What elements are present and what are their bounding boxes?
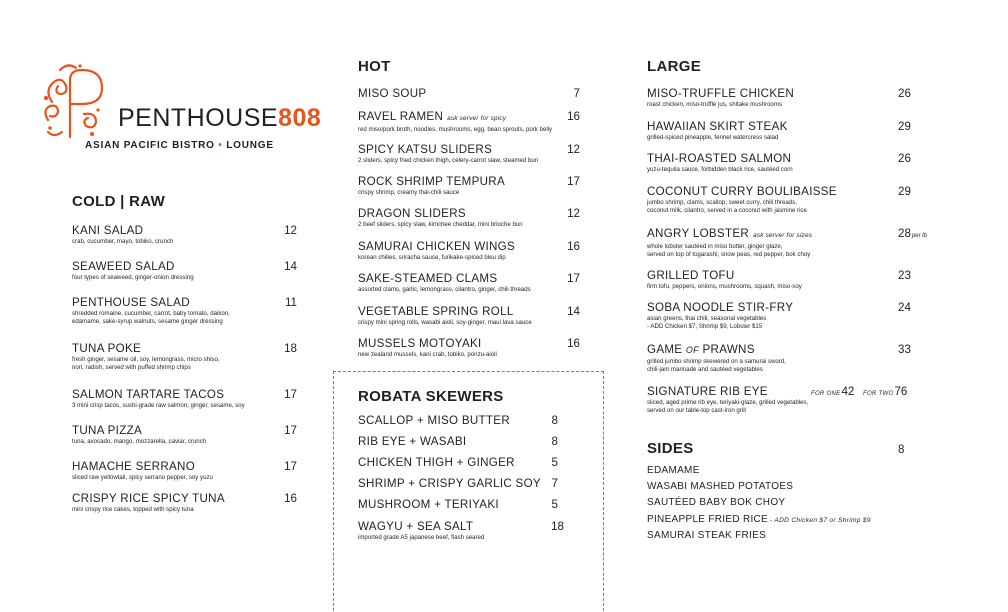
menu-item: SHRIMP + CRISPY GARLIC SOY 7 xyxy=(358,477,558,490)
sides-price: 8 xyxy=(898,443,905,456)
menu-item: KANI SALAD 12 crab, cucumber, mayo, tobiko, crunch xyxy=(72,224,297,245)
price-for-two: FOR TWO76 xyxy=(863,385,908,398)
price-for-one: FOR ONE42 xyxy=(811,385,855,398)
menu-item: MISO-TRUFFLE CHICKEN 26 roast chicken, miso-truffle jus, shitake mushrooms xyxy=(647,87,911,108)
menu-item: THAI-ROASTED SALMON 26 yuzu-tequila sauce, forbidden black rice, sautéed corn xyxy=(647,152,911,173)
menu-item: SIGNATURE RIB EYE FOR ONE42 FOR TWO76 sliced, aged prime rib eye, teriyaki-glaze, grilled vegetables, served on our table-top cast-iron grill xyxy=(647,385,908,414)
side-item: EDAMAME xyxy=(647,465,700,476)
side-item: PINEAPPLE FRIED RICE - ADD Chicken $7 or Shrimp $9 xyxy=(647,513,871,525)
robata-dashed-box xyxy=(333,371,604,612)
menu-item: DRAGON SLIDERS 12 2 beef sliders, spicy slaw, kimchee cheddar, mini brioche bun xyxy=(358,207,580,228)
section-title-robata: ROBATA SKEWERS xyxy=(358,388,504,405)
section-title-large: LARGE xyxy=(647,58,701,75)
side-item: SAMURAI STEAK FRIES xyxy=(647,529,767,541)
menu-item: SEAWEED SALAD 14 four types of seaweed, ginger-onion dressing xyxy=(72,260,297,281)
desc-multiline: shredded romaine, cucumber, carrot, baby tomato, daikon, edamame, sake-syrup walnuts, sesame ginger dressing xyxy=(72,310,230,325)
section-title-sides: SIDES xyxy=(647,440,694,457)
menu-item: GAME OF PRAWNS 33 grilled jumbo shrimp skewered on a samurai sword, chili-jam marinade and sautéed vegetables xyxy=(647,343,911,373)
menu-item: SAKE-STEAMED CLAMS 17 assorted clams, garlic, lemongrass, cilantro, ginger, chili threads xyxy=(358,272,580,293)
menu-item: SOBA NOODLE STIR-FRY 24 asian greens, thai chili, seasonal vegetables - ADD Chicken $7, Shrimp $9, Lobster $15 xyxy=(647,301,911,330)
menu-item: HAWAIIAN SKIRT STEAK 29 grilled-spiced pineapple, fennel watercress salad xyxy=(647,120,911,141)
menu-item: MISO SOUP 7 xyxy=(358,87,580,100)
menu-item: GRILLED TOFU 23 firm tofu, peppers, onions, mushrooms, squash, miso-soy xyxy=(647,269,911,290)
menu-item: COCONUT CURRY BOULIBAISSE 29 jumbo shrimp, clams, scallop, sweet curry, chili threads, coconut milk, cilantro, served in a coconut with jasmine rice xyxy=(647,185,911,214)
menu-item: RAVEL RAMEN ask server for spicy 16 red miso/pork broth, noodles, mushrooms, egg, bean sprouts, pork belly xyxy=(358,110,580,133)
menu-item: SALMON TARTARE TACOS 17 3 mini crisp tacos, sushi-grade raw salmon, ginger, sesame, soy xyxy=(72,388,297,409)
menu-item: CRISPY RICE SPICY TUNA 16 mini crispy rice cakes, topped with spicy tuna xyxy=(72,492,297,513)
penthouse-p-flourish-icon xyxy=(40,62,125,142)
menu-item: CHICKEN THIGH + GINGER 5 xyxy=(358,456,558,469)
sides-list xyxy=(647,465,871,546)
menu-item: MUSSELS MOTOYAKI 16 new zealand mussels, kani crab, tobiko, ponzu-aioli xyxy=(358,337,580,358)
menu-item: TUNA PIZZA 17 tuna, avocado, mango, mozzarella, caviar, crunch xyxy=(72,424,297,445)
side-item: WASABI MASHED POTATOES xyxy=(647,481,794,493)
brand-name: PENTHOUSE808 xyxy=(118,104,322,132)
menu-item: TUNA POKE 18 fresh ginger, sesame oil, soy, lemongrass, micro shiso, nori, radish, served with puffed shrimp chips xyxy=(72,342,297,371)
menu-item: ROCK SHRIMP TEMPURA 17 crispy shrimp, creamy thai-chili sauce xyxy=(358,175,580,196)
section-title-hot: HOT xyxy=(358,58,391,75)
menu-item: VEGETABLE SPRING ROLL 14 crispy mini spring rolls, wasabi aioli, soy-ginger, maui lava sauce xyxy=(358,305,580,326)
menu-item: RIB EYE + WASABI 8 xyxy=(358,435,558,448)
menu-item: SAMURAI CHICKEN WINGS 16 korean chilies, sriracha sauce, furikake-spiced bleu dip xyxy=(358,240,580,261)
menu-item: SPICY KATSU SLIDERS 12 2 sliders, spicy fried chicken thigh, celery-carrot slaw, steamed bun xyxy=(358,143,580,164)
brand-tagline: ASIAN PACIFIC BISTRO • LOUNGE xyxy=(85,140,274,151)
menu-item: PENTHOUSE SALAD 11 shredded romaine, cucumber, carrot, baby tomato, daikon, edamame, sake-syrup walnuts, sesame ginger dressing xyxy=(72,296,297,325)
menu-item: SCALLOP + MISO BUTTER 8 xyxy=(358,414,558,427)
restaurant-logo xyxy=(40,62,320,162)
side-item: SAUTÉED BABY BOK CHOY xyxy=(647,497,786,509)
menu-item: MUSHROOM + TERIYAKI 5 xyxy=(358,498,558,511)
menu-item: WAGYU + SEA SALT 18 imported grade A5 japanese beef, flash seared xyxy=(358,520,564,541)
menu-item: HAMACHE SERRANO 17 sliced raw yellowtail, spicy serrano pepper, soy yuzu xyxy=(72,460,297,481)
section-title-cold-raw: COLD | RAW xyxy=(72,193,166,210)
menu-item: ANGRY LOBSTER ask server for sizes 28per lb whole lobster sautéed in miso butter, ginger glaze, served on top of togarashi, snow peas, red pepper, bok choy xyxy=(647,227,927,258)
